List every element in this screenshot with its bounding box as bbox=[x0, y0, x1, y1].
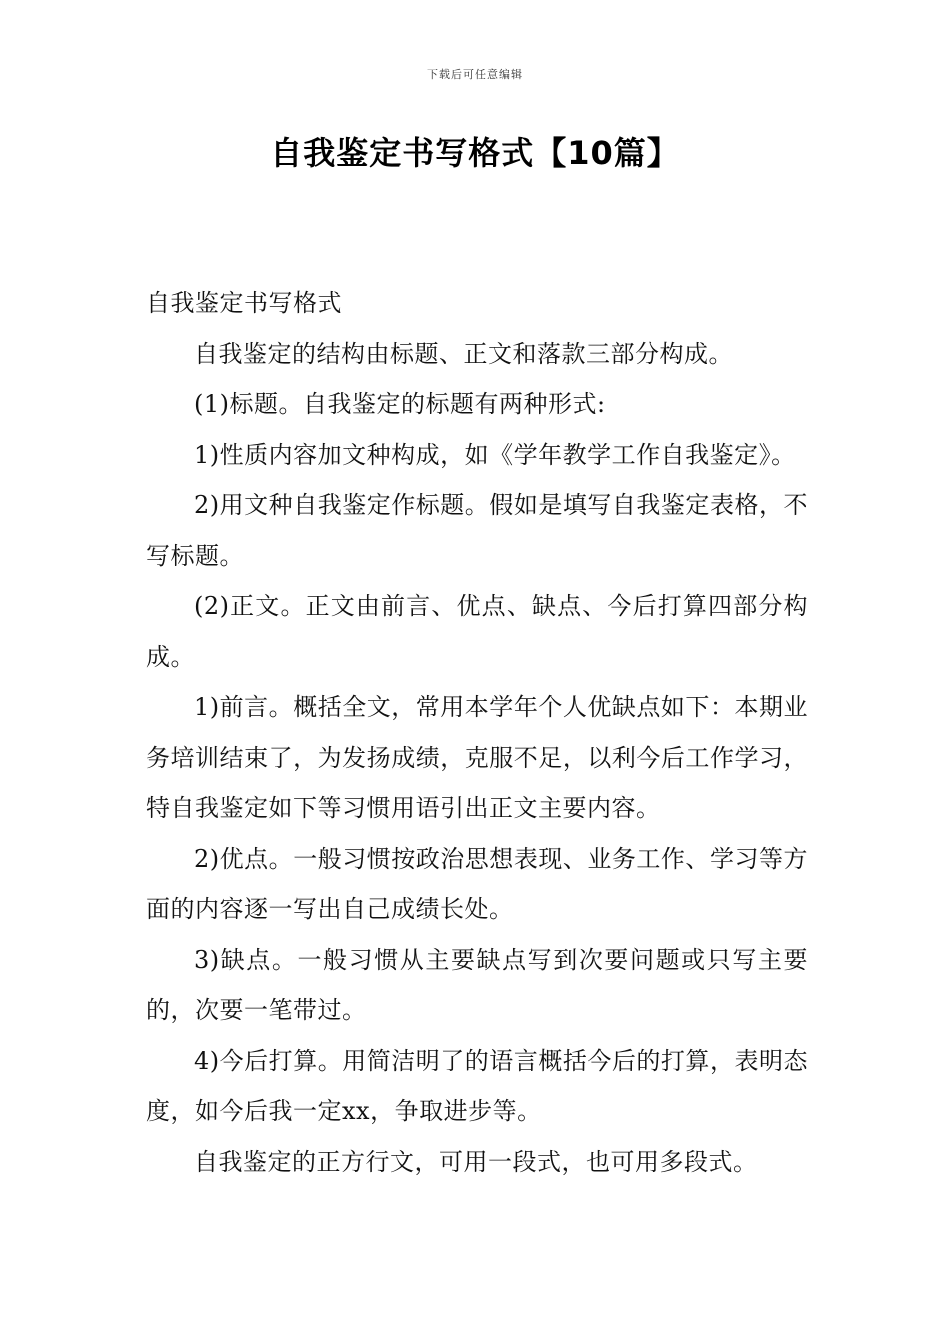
paragraph: 1)前言。概括全文，常用本学年个人优缺点如下：本期业务培训结束了，为发扬成绩，克服不足，以利今后工作学习，特自我鉴定如下等习惯用语引出正文主要内容。 bbox=[146, 693, 808, 822]
paragraph: 自我鉴定的正方行文，可用一段式，也可用多段式。 bbox=[194, 1147, 758, 1176]
paragraph: 4)今后打算。用简洁明了的语言概括今后的打算，表明态度，如今后我一定xx，争取进步等。 bbox=[146, 1046, 808, 1125]
paragraph: 自我鉴定的结构由标题、正文和落款三部分构成。 bbox=[194, 339, 733, 368]
paragraph: 3)缺点。一般习惯从主要缺点写到次要问题或只写主要的，次要一笔带过。 bbox=[146, 945, 808, 1024]
paragraph: 1)性质内容加文种构成，如《学年教学工作自我鉴定》。 bbox=[194, 440, 796, 469]
paragraph: 2)优点。一般习惯按政治思想表现、业务工作、学习等方面的内容逐一写出自己成绩长处。 bbox=[146, 844, 808, 923]
document-title: 自我鉴定书写格式【10篇】 bbox=[270, 134, 680, 172]
section-heading: 自我鉴定书写格式 bbox=[146, 289, 342, 317]
paragraph: (2)正文。正文由前言、优点、缺点、今后打算四部分构成。 bbox=[146, 592, 808, 671]
paragraph: 2)用文种自我鉴定作标题。假如是填写自我鉴定表格，不写标题。 bbox=[146, 491, 808, 570]
document-body bbox=[146, 278, 808, 1187]
header-note: 下载后可任意编辑 bbox=[427, 68, 523, 81]
paragraph: (1)标题。自我鉴定的标题有两种形式: bbox=[194, 390, 606, 418]
